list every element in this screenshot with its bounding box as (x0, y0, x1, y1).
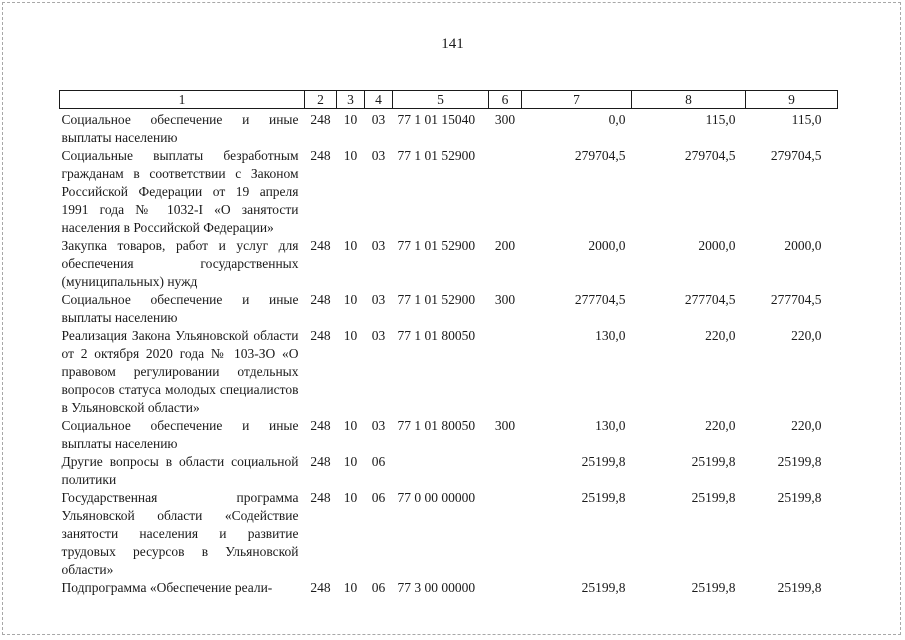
header-col-3: 3 (337, 91, 365, 109)
row-expense-type (489, 147, 522, 237)
row-amount-col7: 279704,5 (574, 148, 626, 163)
row-amount-col9: 220,0 (791, 418, 822, 433)
row-expense-type (489, 489, 522, 579)
table-row (60, 327, 838, 417)
row-amount-col8: 279704,5 (684, 148, 736, 163)
header-col-6: 6 (489, 91, 522, 109)
row-subsection: 06 (371, 454, 386, 469)
row-section: 10 (343, 292, 358, 307)
row-section: 10 (343, 490, 358, 505)
row-amount-col9: 277704,5 (770, 292, 822, 307)
row-amount-col9: 279704,5 (770, 148, 822, 163)
table-row (60, 417, 838, 453)
row-section: 10 (343, 148, 358, 163)
row-section: 10 (343, 328, 358, 343)
row-admin-code: 248 (310, 112, 331, 127)
table-row (60, 489, 838, 579)
row-target-article: 77 1 01 52900 (397, 148, 476, 163)
row-amount-col8: 277704,5 (684, 292, 736, 307)
row-name: Социальные выплаты безработным гражданам в соответствии с Законом Российской Федерации от 19 апреля 1991 года № 1032-I «О занятости населения в Российской Федерации» (61, 148, 299, 235)
row-target-article: 77 1 01 52900 (397, 292, 476, 307)
row-expense-type (489, 579, 522, 597)
table-row (60, 579, 838, 597)
row-expense-type: 300 (494, 418, 516, 433)
row-amount-col7: 25199,8 (581, 580, 626, 595)
row-target-article: 77 3 00 00000 (397, 580, 476, 595)
row-amount-col9: 115,0 (791, 112, 822, 127)
header-col-4: 4 (365, 91, 393, 109)
row-section: 10 (343, 238, 358, 253)
row-admin-code: 248 (310, 418, 331, 433)
row-name: Подпрограмма «Обеспечение реали- (61, 580, 273, 595)
row-amount-col8: 25199,8 (691, 454, 736, 469)
row-expense-type: 200 (494, 238, 516, 253)
row-amount-col9: 25199,8 (777, 490, 822, 505)
row-expense-type: 300 (494, 292, 516, 307)
table-row (60, 453, 838, 489)
table-row (60, 291, 838, 327)
row-target-article (393, 453, 489, 489)
row-admin-code: 248 (310, 580, 331, 595)
row-admin-code: 248 (310, 148, 331, 163)
header-col-2: 2 (305, 91, 337, 109)
row-expense-type: 300 (494, 112, 516, 127)
row-amount-col8: 220,0 (705, 328, 736, 343)
row-amount-col7: 130,0 (595, 418, 626, 433)
budget-table (59, 90, 838, 597)
row-subsection: 03 (371, 148, 386, 163)
row-name: Другие вопросы в области социальной политики (61, 454, 299, 487)
row-subsection: 06 (371, 490, 386, 505)
row-target-article: 77 1 01 80050 (397, 328, 476, 343)
row-amount-col9: 220,0 (791, 328, 822, 343)
row-amount-col8: 25199,8 (691, 580, 736, 595)
row-amount-col7: 25199,8 (581, 454, 626, 469)
row-name: Реализация Закона Ульяновской области от 2 октября 2020 года № 103-ЗО «О правовом регулировании отдельных вопросов статуса молодых специалистов в Ульяновской области» (61, 328, 299, 415)
row-amount-col7: 2000,0 (588, 238, 626, 253)
row-admin-code: 248 (310, 328, 331, 343)
table-header-row (60, 91, 838, 109)
table-row (60, 237, 838, 291)
page-number: 141 (441, 36, 464, 52)
row-amount-col8: 25199,8 (691, 490, 736, 505)
row-subsection: 03 (371, 112, 386, 127)
row-target-article: 77 0 00 00000 (397, 490, 476, 505)
header-col-8: 8 (632, 91, 746, 109)
table-row (60, 109, 838, 148)
header-col-5: 5 (393, 91, 489, 109)
row-section: 10 (343, 580, 358, 595)
row-section: 10 (343, 418, 358, 433)
table-row (60, 147, 838, 237)
row-amount-col9: 25199,8 (777, 580, 822, 595)
row-expense-type (489, 453, 522, 489)
row-subsection: 06 (371, 580, 386, 595)
row-name: Социальное обеспечение и иные выплаты населению (61, 418, 299, 451)
row-section: 10 (343, 454, 358, 469)
row-admin-code: 248 (310, 292, 331, 307)
row-amount-col8: 115,0 (705, 112, 736, 127)
row-subsection: 03 (371, 292, 386, 307)
row-amount-col8: 2000,0 (698, 238, 736, 253)
row-admin-code: 248 (310, 490, 331, 505)
row-subsection: 03 (371, 418, 386, 433)
row-amount-col9: 25199,8 (777, 454, 822, 469)
row-subsection: 03 (371, 238, 386, 253)
row-amount-col8: 220,0 (705, 418, 736, 433)
row-admin-code: 248 (310, 454, 331, 469)
row-amount-col7: 130,0 (595, 328, 626, 343)
row-amount-col7: 25199,8 (581, 490, 626, 505)
row-amount-col9: 2000,0 (784, 238, 822, 253)
header-col-9: 9 (746, 91, 838, 109)
row-expense-type (489, 327, 522, 417)
row-amount-col7: 0,0 (608, 112, 626, 127)
row-name: Закупка товаров, работ и услуг для обеспечения государственных (муниципальных) нужд (61, 238, 299, 289)
row-section: 10 (343, 112, 358, 127)
row-target-article: 77 1 01 15040 (397, 112, 476, 127)
row-target-article: 77 1 01 52900 (397, 238, 476, 253)
row-amount-col7: 277704,5 (574, 292, 626, 307)
row-target-article: 77 1 01 80050 (397, 418, 476, 433)
header-col-1: 1 (60, 91, 305, 109)
table-body (60, 109, 838, 598)
row-subsection: 03 (371, 328, 386, 343)
row-name: Социальное обеспечение и иные выплаты населению (61, 292, 299, 325)
row-name: Социальное обеспечение и иные выплаты населению (61, 112, 299, 145)
row-admin-code: 248 (310, 238, 331, 253)
header-col-7: 7 (522, 91, 632, 109)
row-name: Государственная программа Ульяновской области «Содействие занятости населения и развитие трудовых ресурсов в Ульяновской области» (61, 490, 299, 577)
